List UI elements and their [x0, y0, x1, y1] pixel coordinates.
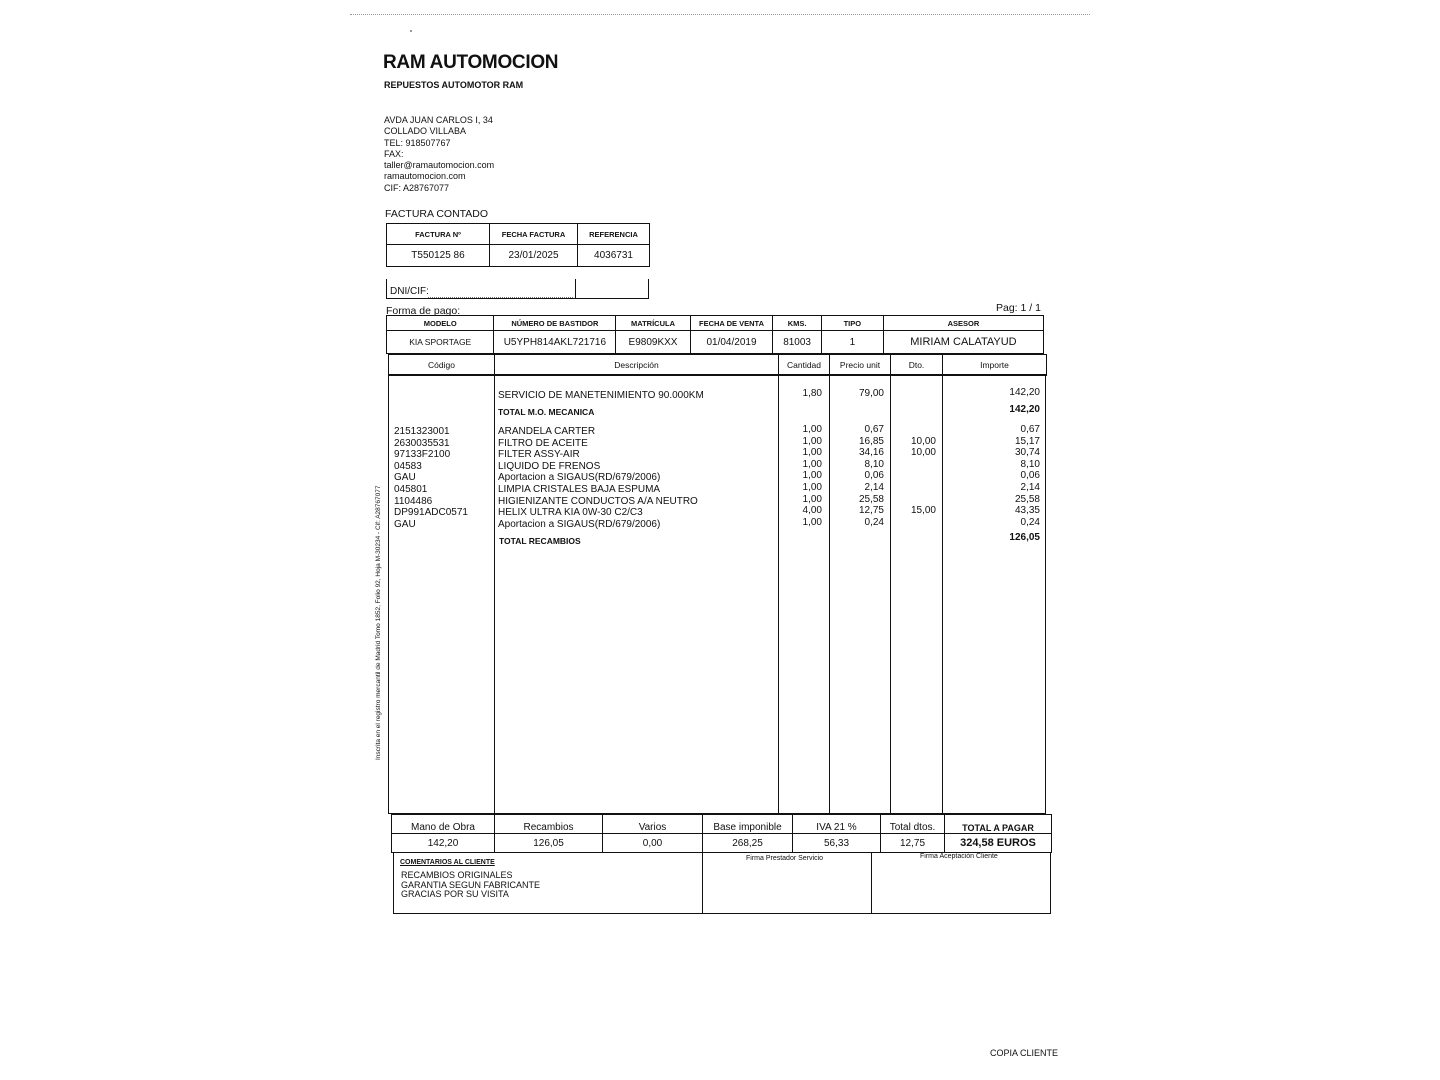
quantity-column-header: Cantidad	[779, 355, 830, 376]
dni-separator	[575, 279, 576, 298]
part-unit-price: 34,16	[858, 447, 884, 459]
part-quantity: 1,00	[802, 470, 822, 482]
taxable-base: 268,25	[703, 834, 793, 853]
parts-subtotal-header: Recambios	[495, 815, 603, 834]
labor-subtotal-header: Mano de Obra	[392, 815, 495, 834]
part-code: 2630035531	[394, 437, 450, 449]
invoice-number: T550125 86	[387, 245, 490, 267]
copy-label: COPIA CLIENTE	[990, 1048, 1059, 1058]
company-name: RAM AUTOMOCION	[383, 52, 559, 73]
vehicle-plate: E9809KXX	[616, 331, 690, 354]
part-amount: 15,17	[1014, 435, 1040, 447]
column-divider	[890, 374, 891, 814]
address-phone: TEL: 918507767	[384, 137, 451, 148]
scan-edge-line	[350, 14, 1090, 15]
kms-header: KMS.	[773, 316, 822, 331]
dni-value-line	[428, 297, 573, 298]
vehicle-type: 1	[821, 331, 883, 354]
part-unit-price: 0,06	[864, 470, 884, 482]
registry-note: Inscrita en el registro mercantil de Madrid Tomo 1852, Folio 92, Hoja M-30234 - Cif: A28767077	[375, 485, 382, 760]
part-code: GAU	[394, 518, 416, 530]
part-discount: 15,00	[910, 505, 936, 517]
scan-speck	[410, 30, 412, 32]
part-quantity: 1,00	[802, 516, 822, 528]
vehicle-sale-date: 01/04/2019	[690, 331, 773, 354]
part-unit-price: 16,85	[858, 435, 884, 447]
invoice-info-table	[386, 223, 650, 267]
vehicle-kms: 81003	[773, 331, 822, 354]
parts-total: 126,05	[1009, 532, 1040, 543]
misc-subtotal: 0,00	[603, 834, 703, 853]
unit-price-column-header: Precio unit	[830, 355, 891, 376]
part-unit-price: 2,14	[864, 482, 884, 493]
labor-subtotal: 142,20	[392, 834, 495, 853]
part-code: 045801	[394, 484, 428, 495]
part-description: HELIX ULTRA KIA 0W-30 C2/C3	[498, 507, 643, 519]
column-divider	[942, 374, 943, 814]
part-unit-price: 12,75	[858, 505, 884, 517]
total-discounts-header: Total dtos.	[881, 815, 945, 834]
description-column-header: Descripción	[495, 355, 779, 376]
invoice-date-header: FECHA FACTURA	[490, 224, 578, 245]
model-header: MODELO	[387, 316, 494, 331]
vehicle-table	[386, 315, 1044, 354]
part-unit-price: 0,24	[864, 516, 884, 528]
footer-divider	[871, 852, 872, 914]
part-quantity: 1,00	[802, 435, 822, 447]
total-due-header: TOTAL A PAGAR	[945, 815, 1052, 834]
comment-line: GRACIAS POR SU VISITA	[401, 889, 509, 899]
discount-column-header: Dto.	[891, 355, 943, 376]
part-quantity: 4,00	[802, 505, 822, 517]
part-unit-price: 0,67	[864, 424, 884, 435]
address-line: COLLADO VILLABA	[384, 126, 467, 137]
part-discount: 10,00	[910, 435, 936, 447]
dni-label: DNI/CIF:	[390, 286, 429, 297]
document-type: FACTURA CONTADO	[385, 208, 489, 220]
items-header	[388, 354, 1047, 376]
part-description: LIMPIA CRISTALES BAJA ESPUMA	[498, 484, 661, 495]
total-due: 324,58 EUROS	[945, 834, 1052, 853]
column-divider	[829, 374, 830, 814]
part-code: DP991ADC0571	[394, 507, 468, 519]
type-header: TIPO	[821, 316, 883, 331]
company-subtitle: REPUESTOS AUTOMOTOR RAM	[384, 80, 524, 90]
sale-date-header: FECHA DE VENTA	[690, 316, 773, 331]
address-line: AVDA JUAN CARLOS I, 34	[384, 115, 493, 125]
invoice-number-header: FACTURA Nº	[387, 224, 490, 245]
page-number: Pag: 1 / 1	[996, 302, 1041, 314]
column-divider	[778, 374, 779, 814]
labor-unit-price: 79,00	[858, 388, 884, 399]
company-address	[384, 115, 494, 194]
part-quantity: 1,00	[802, 493, 822, 505]
taxable-base-header: Base imponible	[703, 815, 793, 834]
provider-signature-label: Firma Prestador Servicio	[746, 855, 824, 862]
labor-total-label: TOTAL M.O. MECANICA	[498, 407, 595, 417]
address-cif: CIF: A28767077	[384, 182, 450, 193]
part-discount: 10,00	[910, 447, 936, 459]
plate-header: MATRÍCULA	[616, 316, 690, 331]
totals-table	[391, 814, 1052, 853]
part-description: FILTRO DE ACEITE	[498, 437, 588, 449]
client-signature-label: Firma Aceptación Cliente	[920, 853, 998, 860]
part-amount: 0,67	[1020, 424, 1040, 435]
vat-header: IVA 21 %	[793, 815, 881, 834]
part-amount: 2,14	[1020, 482, 1040, 493]
part-quantity: 1,00	[802, 424, 822, 435]
advisor-header: ASESOR	[883, 316, 1043, 331]
part-quantity: 1,00	[802, 482, 822, 493]
address-website: ramautomocion.com	[384, 171, 466, 182]
part-amount: 8,10	[1020, 458, 1040, 470]
labor-total: 142,20	[1009, 404, 1040, 415]
labor-quantity: 1,80	[802, 388, 822, 399]
part-code: 04583	[394, 460, 422, 472]
comments-title: COMENTARIOS AL CLIENTE	[400, 859, 495, 866]
part-amount: 43,35	[1014, 505, 1040, 517]
payment-method-label: Forma de pago:	[386, 305, 461, 317]
labor-description: SERVICIO DE MANETENIMIENTO 90.000KM	[498, 390, 704, 401]
labor-amount: 142,20	[1009, 387, 1040, 398]
part-amount: 0,06	[1020, 470, 1040, 482]
part-description: ARANDELA CARTER	[498, 426, 596, 437]
part-quantity: 1,00	[802, 458, 822, 470]
column-divider	[494, 374, 495, 814]
code-column-header: Código	[389, 355, 495, 376]
part-quantity: 1,00	[802, 447, 822, 459]
total-discounts: 12,75	[881, 834, 945, 853]
part-description: Aportacion a SIGAUS(RD/679/2006)	[498, 518, 661, 530]
part-amount: 0,24	[1020, 516, 1040, 528]
vehicle-model: KIA SPORTAGE	[387, 331, 494, 354]
comment-line: GARANTIA SEGUN FABRICANTE	[401, 879, 541, 890]
part-description: LIQUIDO DE FRENOS	[498, 460, 601, 472]
reference-number: 4036731	[578, 245, 650, 267]
footer-divider	[702, 852, 703, 914]
address-fax: FAX:	[384, 148, 404, 159]
vehicle-advisor: MIRIAM CALATAYUD	[883, 331, 1043, 354]
vat-amount: 56,33	[793, 834, 881, 853]
comment-line: RECAMBIOS ORIGINALES	[401, 870, 513, 880]
part-unit-price: 25,58	[858, 493, 884, 505]
part-unit-price: 8,10	[864, 458, 884, 470]
parts-subtotal: 126,05	[495, 834, 603, 853]
misc-subtotal-header: Varios	[603, 815, 703, 834]
parts-total-label: TOTAL RECAMBIOS	[499, 536, 581, 546]
part-amount: 25,58	[1014, 493, 1040, 505]
vehicle-vin: U5YPH814AKL721716	[494, 331, 616, 354]
part-description: Aportacion a SIGAUS(RD/679/2006)	[498, 472, 661, 484]
amount-column-header: Importe	[943, 355, 1047, 376]
comments-text	[401, 871, 540, 900]
part-amount: 30,74	[1014, 447, 1040, 459]
part-description: FILTER ASSY-AIR	[498, 449, 580, 461]
part-code: 1104486	[394, 495, 433, 507]
reference-header: REFERENCIA	[578, 224, 650, 245]
part-code: 2151323001	[394, 426, 450, 437]
invoice-date: 23/01/2025	[490, 245, 578, 267]
part-code: GAU	[394, 472, 416, 484]
part-code: 97133F2100	[394, 449, 451, 461]
address-email: taller@ramautomocion.com	[384, 160, 495, 171]
part-description: HIGIENIZANTE CONDUCTOS A/A NEUTRO	[498, 495, 698, 507]
vin-header: NÚMERO DE BASTIDOR	[494, 316, 616, 331]
